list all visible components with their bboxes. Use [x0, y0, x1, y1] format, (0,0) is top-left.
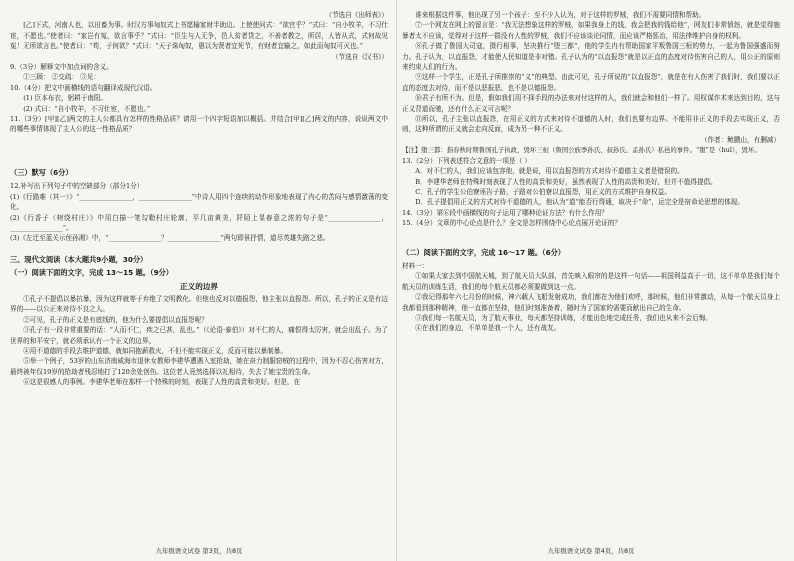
essay-paragraph: ④用不道德的手段去维护道德，就如同抱薪救火，不但不能实现正义，反而可能以暴制暴。	[23, 346, 287, 355]
option-d: D．孔子提倡用正义的方式对待不道德的人，他认为“道”能否行得通，取决于“命”，运完全是宿命论思想的体现。	[415, 198, 744, 207]
page-footer-left: 九年级语文试卷 第3页，共8页	[155, 547, 243, 555]
essay-paragraph: ⑨这样一个学生，正是孔子所推崇的“义”的典型。由此可见，孔子所说的“以直报怨”，就是在有人伤害了我们时，我们要以正直的态度去对待，而不是以恶报恶，也不是以德报怨。	[402, 73, 780, 92]
answer-space	[10, 135, 388, 165]
right-page	[402, 10, 780, 334]
option-c: C．孔子的学生公伯寮诬告子路，子路对公伯寮以直报怨，用正义的方式维护自身权益。	[415, 187, 671, 196]
essay-author: （作者：鲍鹏山，有删减）	[700, 135, 780, 144]
source-note-1: （节选自《出师表》）	[325, 11, 388, 19]
essay-paragraph: ⑪所以，孔子主张以直报怨，在用正义的方式来对待不道德的人时，我们也要有边界。不能用非正义的手段去实现正义，否则，这种所谓的正义就会走向反面，成为另一种不正义。	[402, 115, 780, 134]
question-10: 10.（4分）把文中画横线的语句翻译成现代汉语。	[10, 83, 157, 92]
question-15: 15.（4分）文章的中心论点是什么？全文是怎样围绕中心论点展开论证的？	[402, 219, 622, 228]
question-11: 11.（3分）[甲][乙]两文的主人公都具有怎样的性格品质？请用一个四字短语加以概括。并结合[甲][乙]两文的内容，说说两文中的哪些事情体现了主人公的这一性格品质？	[10, 115, 388, 134]
answer-space	[402, 229, 780, 245]
essay-paragraph: ⑧孔子做了鲁国大司寇，摄行相事，坚决推行“堕三都”，他的学生冉有帮助国家平叛鲁国三桓的势力，一起为鲁国强盛而努力。孔子认为，以直报怨，才能使人民知道是非对错。孔子认为的“以直报怨”就是以正直的态度对待伤害自己的人，用公正的原则来约束人们的行为。	[402, 42, 780, 72]
essay-title: 正义的边界	[180, 281, 218, 291]
material-paragraph: ③我们每一名航天员，为了航天事业，每天都坚持训练，才能出色地完成任务，我们也从来不会后悔。	[415, 313, 712, 322]
material-label: 材料一：	[402, 261, 429, 270]
left-page	[10, 10, 388, 388]
essay-paragraph: ⑦一个网友在网上的留言是：“我无法想象这样的罗贼，如果我身上的钱，我会把我的钱给他”，网友们非常愤怒，就是觉得施暴者太不应该，觉得对于这样一群没有人性的罗贼，我们不应该谈论同情，而应该严格惩治，用法律维护自身的权利。	[402, 21, 780, 40]
section-dictation-title: （三）默写（6分）	[10, 167, 73, 177]
material-paragraph: ①如果大家去到中国航天城，到了航天员大队部，首先映入眼帘的是这样一句话——祖国利益高于一切，这不单单是我们每个航天员的训练生活，我们的每个航天员都必须要做到这一点。	[402, 272, 780, 291]
question-10-item-2: (2) 式曰：“自小牧羊，不习仕宦，不愿也。”	[23, 104, 151, 113]
question-14: 14.（3分）第⑥段中画横线的句子运用了哪种论证方法？有什么作用？	[402, 208, 608, 217]
option-a: A．对不仁的人，我们应该包容他，就是说，用以直报怨的方式对待不道德主义者是错误的。	[415, 167, 684, 176]
essay-paragraph: ⑥这是很感人的事例。李建华老师在那样一个特殊的时刻，表现了人性的高贵和美好。但是，在	[23, 378, 301, 387]
essay-paragraph: ⑤举一个例子，53岁的山东济南威海市退休女教师李建华遭遇入室抢劫，她在奋力制服窃贼的过程中，因为不忍心伤害对方，最终被年仅19岁的抢劫者残忍地打了120余处创伤。这位老人竟然选择以礼相待，失去了她宝贵的生命。	[10, 357, 388, 376]
material-paragraph: ②我记得那年六七月份的时候，神六载人飞船发射成功，我们都在为他们欢呼，那时候，他们非常激动，从每一个航天员身上我都看到那种精神，他一直都在坚持，他们时刻准备着，随时为了国家的需要而献出自己的生命。	[402, 293, 780, 312]
question-10-item-1: (1) 臣本布衣，躬耕于南阳。	[23, 94, 108, 103]
material-paragraph: ④在我们的身边，不单单是我一个人，还有战友。	[415, 324, 561, 333]
essay-continued: 谁来根据这件事，他出现了另一个孩子：至不少人认为，对于这样的罗贼，我们不需要同情和帮助。	[415, 11, 706, 19]
question-9-items: ①三顾： ②交疏： ③见：	[23, 73, 100, 82]
essay-annotation: 【注】堕三都：指春秋时期鲁国孔子执政，毁坏三桓（鲁国公族季孙氏、叔孙氏、孟孙氏）私邑的事件。“堕”是（huī），毁坏。	[402, 146, 761, 155]
essay-paragraph: ①孔子不提倡以暴抗暴，因为这样就等于弃绝了文明教化。但他也反对以德报怨，他主张以直报怨。所以，孔子的正义是有边界的——以公正来对待不良之人。	[10, 294, 388, 314]
question-12-1: (1)《行路难（其一）》“________________，________________”中诗人用四个连续的动作形象地表现了内心的苦闷与感情激荡的变化。	[10, 192, 388, 212]
essay-paragraph: ③孔子有一段非常重要的话：“人而不仁，疾之已甚，乱也。”（《论语·泰伯》）对不仁的人，痛恨得太厉害，就会出乱子。为了世界的和平安宁，就必须承认有一个正义的边界。	[10, 326, 388, 345]
section-modern-reading: 三、现代文阅读（本大题共9小题，30分）	[10, 254, 148, 264]
reading-1-title: （一）阅读下面的文字，完成 13～15 题。（9分）	[10, 268, 173, 278]
question-12: 12.补写出下列句子中的空缺部分（部分1分）	[10, 182, 144, 191]
question-12-2: (2)《行香子（树绕村庄）》中用白描一笔勾勒村庄轮廓，平几亩黄美，阡陌上显春意之浓的句子是“________________，________________”。	[10, 213, 388, 232]
question-12-3: (3)《左迁至蓝关示侄孙湘》中，“________________？________________”两句即景抒情，道尽英雄失路之悲。	[10, 234, 330, 243]
source-note-2: （节选自《汉书》）	[331, 52, 388, 61]
passage-b: [乙]下式，河南人也，以田畜为事。时汉方事匈奴式上书愿输家财半助边。上使使问式：“欲官乎？”式曰：“自小牧羊，不习仕宦，不愿也。”使者曰：“家岂有冤，欲言事乎？”式曰：“臣生与人无争，邑人贫者贷之，不善者教之，所居，人皆从式，式何故见冤！无所欲言也。”使者曰：“苟，子何欲？”式曰：“天子诛匈奴，愚以为贤者宜死节，有财者宜输之，如此而匈奴可灭也。”	[10, 21, 388, 51]
spacer	[10, 244, 388, 252]
essay-paragraph: ⑩君子有所不为。但是，假如我们用不择手段的办法来对付这样的人，我们就会和他们一样了。用权谋诈术来达到目的，这与正义背道而驰，还有什么正义可言呢？	[402, 94, 780, 113]
page-divider	[396, 0, 397, 561]
reading-2-title: （二）阅读下面的文字，完成 16～17 题。（6分）	[402, 247, 565, 257]
option-b: B．李建华老师在特殊时刻表现了人性的高贵和美好，虽然表现了人性的高贵和美好，但并不值得提倡。	[415, 177, 717, 186]
question-13: 13.（2分）下列表述符合文意的一项是（ ）	[402, 156, 531, 165]
page-footer-right: 九年级语文试卷 第4页，共8页	[547, 547, 635, 555]
question-9: 9.（3分）解释文中加点词的含义。	[10, 63, 113, 72]
essay-paragraph: ②可见，孔子的正义是有底线的，他为什么要提倡以直报怨呢？	[23, 315, 208, 324]
